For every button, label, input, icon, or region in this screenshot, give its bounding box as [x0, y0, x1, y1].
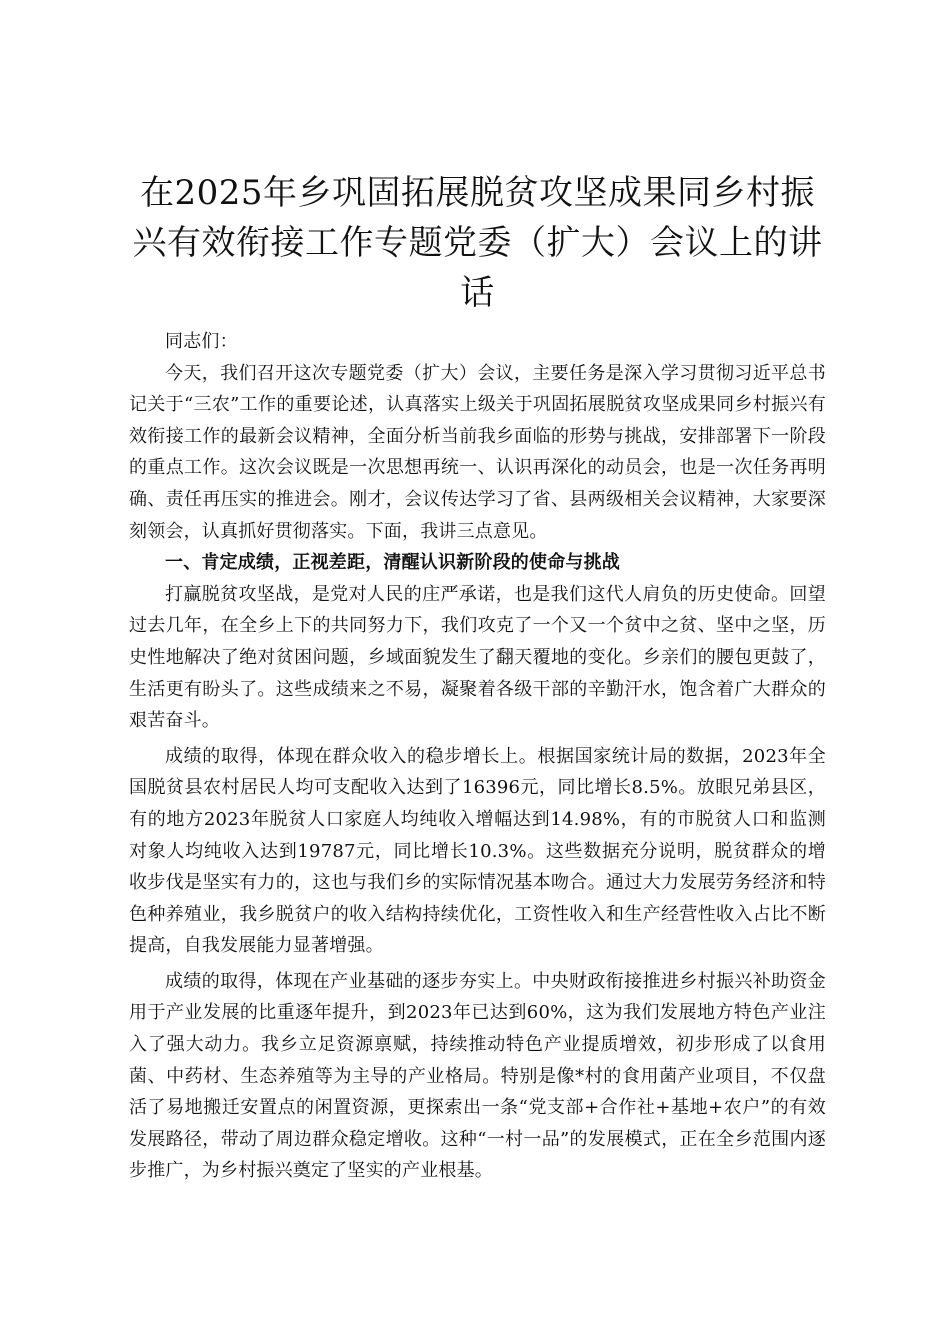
paragraph-achievements: 打赢脱贫攻坚战，是党对人民的庄严承诺，也是我们这代人肩负的历史使命。回望过去几年，在全乡上下的共同努力下，我们攻克了一个又一个贫中之贫、坚中之坚，历史性地解决了绝对贫困问题，乡域面貌发生了翻天覆地的变化。乡亲们的腰包更鼓了，生活更有盼头了。这些成绩来之不易，凝聚着各级干部的辛勤汗水，饱含着广大群众的艰苦奋斗。: [129, 583, 826, 732]
section-heading-1: 一、肯定成绩，正视差距，清醒认识新阶段的使命与挑战: [165, 552, 620, 574]
document-title: 在2025年乡巩固拓展脱贫攻坚成果同乡村振兴有效衔接工作专题党委（扩大）会议上的讲话: [132, 173, 823, 313]
document-body: [129, 168, 826, 1187]
paragraph-income-growth: 成绩的取得，体现在群众收入的稳步增长上。根据国家统计局的数据，2023年全国脱贫县农村居民人均可支配收入达到了16396元，同比增长8.5%。放眼兄弟县区，有的地方2023年脱贫人口家庭人均纯收入增幅达到14.98%，有的市脱贫人口和监测对象人均纯收入达到19787元，同比增长10.3%。这些数据充分说明，脱贫群众的增收步伐是坚实有力的，这也与我们乡的实际情况基本吻合。通过大力发展劳务经济和特色种养殖业，我乡脱贫户的收入结构持续优化，工资性收入和生产经营性收入占比不断提高，自我发展能力显著增强。: [129, 745, 826, 957]
paragraph-intro: 今天，我们召开这次专题党委（扩大）会议，主要任务是深入学习贯彻习近平总书记关于“三农”工作的重要论述，认真落实上级关于巩固拓展脱贫攻坚成果同乡村振兴有效衔接工作的最新会议精神，全面分析当前我乡面临的形势与挑战，安排部署下一阶段的重点工作。这次会议既是一次思想再统一、认识再深化的动员会，也是一次任务再明确、责任再压实的推进会。刚才，会议传达学习了省、县两级相关会议精神，大家要深刻领会，认真抓好贯彻落实。下面，我讲三点意见。: [129, 362, 826, 542]
paragraph-industry-base: 成绩的取得，体现在产业基础的逐步夯实上。中央财政衔接推进乡村振兴补助资金用于产业发展的比重逐年提升，到2023年已达到60%，这为我们发展地方特色产业注入了强大动力。我乡立足资源禀赋，持续推动特色产业提质增效，初步形成了以食用菌、中药材、生态养殖等为主导的产业格局。特别是像*村的食用菌产业项目，不仅盘活了易地搬迁安置点的闲置资源，更探索出一条“党支部+合作社+基地+农户”的有效发展路径，带动了周边群众稳定增收。这种“一村一品”的发展模式，正在全乡范围内逐步推广，为乡村振兴奠定了坚实的产业根基。: [129, 970, 826, 1182]
salutation: 同志们：: [165, 331, 238, 352]
